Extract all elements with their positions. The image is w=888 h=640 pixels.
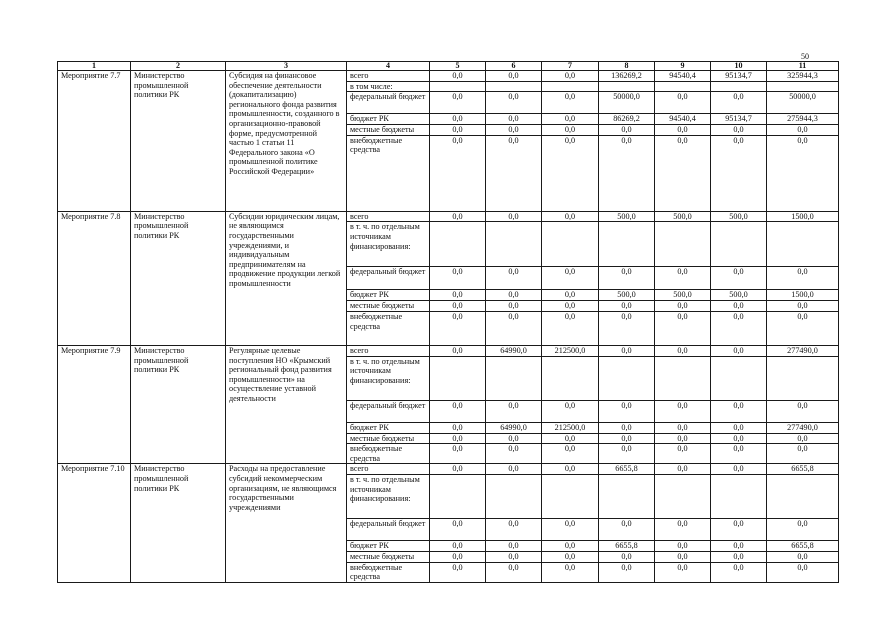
value-cell: 95134,7 (711, 71, 767, 82)
value-cell: 0,0 (430, 562, 486, 582)
value-cell: 0,0 (599, 551, 655, 562)
value-cell: 94540,4 (655, 71, 711, 82)
value-cell: 50000,0 (767, 92, 839, 114)
activity-name: Мероприятие 7.7 (58, 71, 131, 212)
value-cell: 0,0 (655, 464, 711, 475)
value-cell: 0,0 (486, 125, 542, 136)
activity-name: Мероприятие 7.10 (58, 464, 131, 582)
value-cell: 212500,0 (542, 345, 599, 356)
value-cell (711, 474, 767, 518)
value-cell: 0,0 (599, 345, 655, 356)
value-cell: 0,0 (486, 92, 542, 114)
value-cell: 0,0 (542, 71, 599, 82)
value-cell: 0,0 (599, 433, 655, 444)
value-cell: 0,0 (486, 311, 542, 345)
value-cell: 0,0 (486, 71, 542, 82)
value-cell: 0,0 (430, 301, 486, 312)
source-cell: федеральный бюджет (347, 267, 430, 290)
source-cell: внебюджетные средства (347, 444, 430, 464)
value-cell: 500,0 (599, 290, 655, 301)
value-cell (542, 81, 599, 92)
value-cell: 0,0 (767, 125, 839, 136)
value-cell: 0,0 (655, 551, 711, 562)
value-cell (655, 474, 711, 518)
value-cell: 0,0 (655, 311, 711, 345)
value-cell: 0,0 (599, 311, 655, 345)
value-cell: 94540,4 (655, 114, 711, 125)
source-cell: федеральный бюджет (347, 518, 430, 540)
table-row (58, 71, 839, 82)
value-cell (486, 222, 542, 267)
activity-name: Мероприятие 7.9 (58, 345, 131, 463)
value-cell: 0,0 (711, 267, 767, 290)
value-cell: 0,0 (486, 540, 542, 551)
value-cell: 0,0 (542, 518, 599, 540)
value-cell: 0,0 (711, 400, 767, 422)
value-cell: 6655,8 (767, 464, 839, 475)
value-cell: 0,0 (711, 92, 767, 114)
value-cell: 0,0 (430, 551, 486, 562)
table-row (58, 345, 839, 356)
value-cell (542, 474, 599, 518)
value-cell: 0,0 (486, 464, 542, 475)
executor-cell: Министерство промышленной политики РК (131, 464, 226, 582)
activity-description: Субсидия на финансовое обеспечение деятельности (докапитализацию) регионального фонда развития промышленности, созданного в организационно-правовой форме, предусмотренной частью 1 статьи 11 Федерального закона «О промышленной политике Российской Федерации» (226, 71, 347, 212)
value-cell (430, 81, 486, 92)
value-cell: 0,0 (542, 290, 599, 301)
value-cell: 0,0 (542, 562, 599, 582)
value-cell (599, 474, 655, 518)
column-header: 6 (486, 62, 542, 71)
activity-description: Расходы на предоставление субсидий некоммерческим организациям, не являющимся государственными учреждениями (226, 464, 347, 582)
source-cell: в т. ч. по отдельным источникам финансирования: (347, 222, 430, 267)
value-cell: 0,0 (486, 444, 542, 464)
column-header: 10 (711, 62, 767, 71)
value-cell (599, 81, 655, 92)
value-cell: 0,0 (655, 301, 711, 312)
value-cell: 0,0 (711, 562, 767, 582)
value-cell: 0,0 (655, 540, 711, 551)
value-cell: 0,0 (542, 301, 599, 312)
value-cell: 0,0 (542, 135, 599, 211)
value-cell: 95134,7 (711, 114, 767, 125)
page-number: 50 (801, 52, 809, 61)
value-cell: 0,0 (711, 345, 767, 356)
value-cell: 0,0 (655, 400, 711, 422)
value-cell (430, 222, 486, 267)
executor-cell: Министерство промышленной политики РК (131, 71, 226, 212)
source-cell: всего (347, 345, 430, 356)
value-cell: 0,0 (767, 433, 839, 444)
value-cell: 0,0 (599, 518, 655, 540)
value-cell: 0,0 (430, 71, 486, 82)
value-cell: 0,0 (542, 551, 599, 562)
value-cell: 0,0 (542, 311, 599, 345)
source-cell: внебюджетные средства (347, 562, 430, 582)
column-header: 1 (58, 62, 131, 71)
value-cell (430, 474, 486, 518)
column-header: 5 (430, 62, 486, 71)
table-row (58, 211, 839, 222)
value-cell: 0,0 (486, 400, 542, 422)
value-cell: 6655,8 (767, 540, 839, 551)
value-cell: 0,0 (542, 540, 599, 551)
value-cell: 0,0 (599, 444, 655, 464)
executor-cell: Министерство промышленной политики РК (131, 211, 226, 345)
source-cell: бюджет РК (347, 114, 430, 125)
value-cell: 64990,0 (486, 345, 542, 356)
value-cell (655, 81, 711, 92)
value-cell (430, 356, 486, 400)
value-cell: 0,0 (430, 125, 486, 136)
value-cell: 0,0 (430, 422, 486, 433)
value-cell (655, 356, 711, 400)
value-cell: 0,0 (767, 267, 839, 290)
value-cell: 0,0 (430, 345, 486, 356)
value-cell (711, 81, 767, 92)
value-cell: 0,0 (430, 433, 486, 444)
value-cell: 0,0 (711, 422, 767, 433)
value-cell: 0,0 (486, 562, 542, 582)
value-cell (486, 356, 542, 400)
value-cell: 0,0 (655, 433, 711, 444)
value-cell: 86269,2 (599, 114, 655, 125)
value-cell: 0,0 (542, 211, 599, 222)
source-cell: в т. ч. по отдельным источникам финансирования: (347, 356, 430, 400)
value-cell (767, 81, 839, 92)
value-cell: 0,0 (711, 125, 767, 136)
value-cell: 0,0 (711, 518, 767, 540)
value-cell: 0,0 (711, 444, 767, 464)
value-cell (711, 356, 767, 400)
value-cell (655, 222, 711, 267)
value-cell (711, 222, 767, 267)
value-cell: 0,0 (486, 290, 542, 301)
source-cell: местные бюджеты (347, 301, 430, 312)
value-cell: 500,0 (711, 290, 767, 301)
source-cell: федеральный бюджет (347, 92, 430, 114)
source-cell: внебюджетные средства (347, 135, 430, 211)
value-cell: 1500,0 (767, 290, 839, 301)
value-cell: 0,0 (542, 464, 599, 475)
value-cell: 6655,8 (599, 464, 655, 475)
value-cell (599, 222, 655, 267)
value-cell: 0,0 (486, 301, 542, 312)
executor-cell: Министерство промышленной политики РК (131, 345, 226, 463)
value-cell: 0,0 (655, 345, 711, 356)
column-number-header (58, 62, 839, 71)
column-header: 2 (131, 62, 226, 71)
value-cell: 325944,3 (767, 71, 839, 82)
value-cell: 0,0 (430, 444, 486, 464)
value-cell (542, 356, 599, 400)
value-cell: 500,0 (599, 211, 655, 222)
value-cell: 1500,0 (767, 211, 839, 222)
value-cell: 0,0 (542, 400, 599, 422)
value-cell: 0,0 (711, 135, 767, 211)
value-cell: 0,0 (655, 267, 711, 290)
value-cell: 0,0 (655, 125, 711, 136)
source-cell: внебюджетные средства (347, 311, 430, 345)
value-cell: 0,0 (655, 92, 711, 114)
value-cell (767, 222, 839, 267)
column-header: 11 (767, 62, 839, 71)
value-cell: 0,0 (430, 135, 486, 211)
value-cell: 0,0 (655, 444, 711, 464)
value-cell: 0,0 (711, 433, 767, 444)
value-cell: 0,0 (430, 211, 486, 222)
value-cell: 0,0 (599, 400, 655, 422)
value-cell: 0,0 (599, 422, 655, 433)
value-cell: 0,0 (767, 311, 839, 345)
value-cell: 0,0 (486, 211, 542, 222)
value-cell: 0,0 (711, 551, 767, 562)
source-cell: в том числе: (347, 81, 430, 92)
financing-table (57, 61, 839, 583)
value-cell: 0,0 (767, 301, 839, 312)
source-cell: бюджет РК (347, 422, 430, 433)
value-cell: 0,0 (599, 562, 655, 582)
column-header: 4 (347, 62, 430, 71)
value-cell: 0,0 (599, 301, 655, 312)
value-cell: 0,0 (711, 301, 767, 312)
source-cell: всего (347, 464, 430, 475)
value-cell: 500,0 (711, 211, 767, 222)
value-cell: 277490,0 (767, 345, 839, 356)
value-cell: 0,0 (711, 464, 767, 475)
value-cell: 0,0 (486, 114, 542, 125)
value-cell: 0,0 (486, 267, 542, 290)
value-cell: 64990,0 (486, 422, 542, 433)
value-cell: 0,0 (767, 135, 839, 211)
activity-description: Субсидии юридическим лицам, не являющимся государственными учреждениями, и индивидуальным предпринимателям на продвижение продукции легкой промышленности (226, 211, 347, 345)
value-cell: 500,0 (655, 211, 711, 222)
value-cell: 0,0 (430, 290, 486, 301)
value-cell: 500,0 (655, 290, 711, 301)
value-cell: 50000,0 (599, 92, 655, 114)
column-header: 8 (599, 62, 655, 71)
value-cell: 0,0 (542, 433, 599, 444)
value-cell: 0,0 (655, 135, 711, 211)
value-cell (767, 356, 839, 400)
source-cell: местные бюджеты (347, 551, 430, 562)
value-cell: 136269,2 (599, 71, 655, 82)
value-cell: 212500,0 (542, 422, 599, 433)
value-cell: 0,0 (599, 125, 655, 136)
value-cell: 0,0 (767, 551, 839, 562)
value-cell: 0,0 (767, 444, 839, 464)
source-cell: в т. ч. по отдельным источникам финансирования: (347, 474, 430, 518)
activity-description: Регулярные целевые поступления НО «Крымский региональный фонд развития промышленности» на осуществление уставной деятельности (226, 345, 347, 463)
value-cell (542, 222, 599, 267)
value-cell: 275944,3 (767, 114, 839, 125)
value-cell: 0,0 (767, 400, 839, 422)
value-cell: 0,0 (542, 114, 599, 125)
value-cell: 0,0 (542, 92, 599, 114)
value-cell: 0,0 (655, 422, 711, 433)
value-cell: 0,0 (655, 518, 711, 540)
table-row (58, 464, 839, 475)
source-cell: бюджет РК (347, 290, 430, 301)
value-cell: 0,0 (430, 267, 486, 290)
value-cell: 0,0 (430, 311, 486, 345)
source-cell: федеральный бюджет (347, 400, 430, 422)
value-cell: 0,0 (486, 551, 542, 562)
value-cell: 0,0 (711, 540, 767, 551)
source-cell: всего (347, 211, 430, 222)
value-cell: 0,0 (430, 114, 486, 125)
column-header: 9 (655, 62, 711, 71)
value-cell: 0,0 (486, 433, 542, 444)
value-cell: 0,0 (430, 518, 486, 540)
value-cell: 6655,8 (599, 540, 655, 551)
value-cell: 0,0 (430, 540, 486, 551)
value-cell: 0,0 (655, 562, 711, 582)
value-cell: 0,0 (767, 518, 839, 540)
source-cell: местные бюджеты (347, 433, 430, 444)
value-cell: 277490,0 (767, 422, 839, 433)
source-cell: местные бюджеты (347, 125, 430, 136)
value-cell: 0,0 (486, 135, 542, 211)
value-cell: 0,0 (430, 400, 486, 422)
value-cell: 0,0 (711, 311, 767, 345)
source-cell: бюджет РК (347, 540, 430, 551)
value-cell: 0,0 (430, 464, 486, 475)
column-header: 3 (226, 62, 347, 71)
value-cell (767, 474, 839, 518)
value-cell: 0,0 (542, 125, 599, 136)
activity-name: Мероприятие 7.8 (58, 211, 131, 345)
table-body (58, 71, 839, 583)
value-cell: 0,0 (542, 444, 599, 464)
column-header: 7 (542, 62, 599, 71)
value-cell: 0,0 (430, 92, 486, 114)
value-cell: 0,0 (486, 518, 542, 540)
value-cell (486, 474, 542, 518)
value-cell (486, 81, 542, 92)
value-cell (599, 356, 655, 400)
value-cell: 0,0 (599, 267, 655, 290)
value-cell: 0,0 (767, 562, 839, 582)
value-cell: 0,0 (599, 135, 655, 211)
value-cell: 0,0 (542, 267, 599, 290)
source-cell: всего (347, 71, 430, 82)
